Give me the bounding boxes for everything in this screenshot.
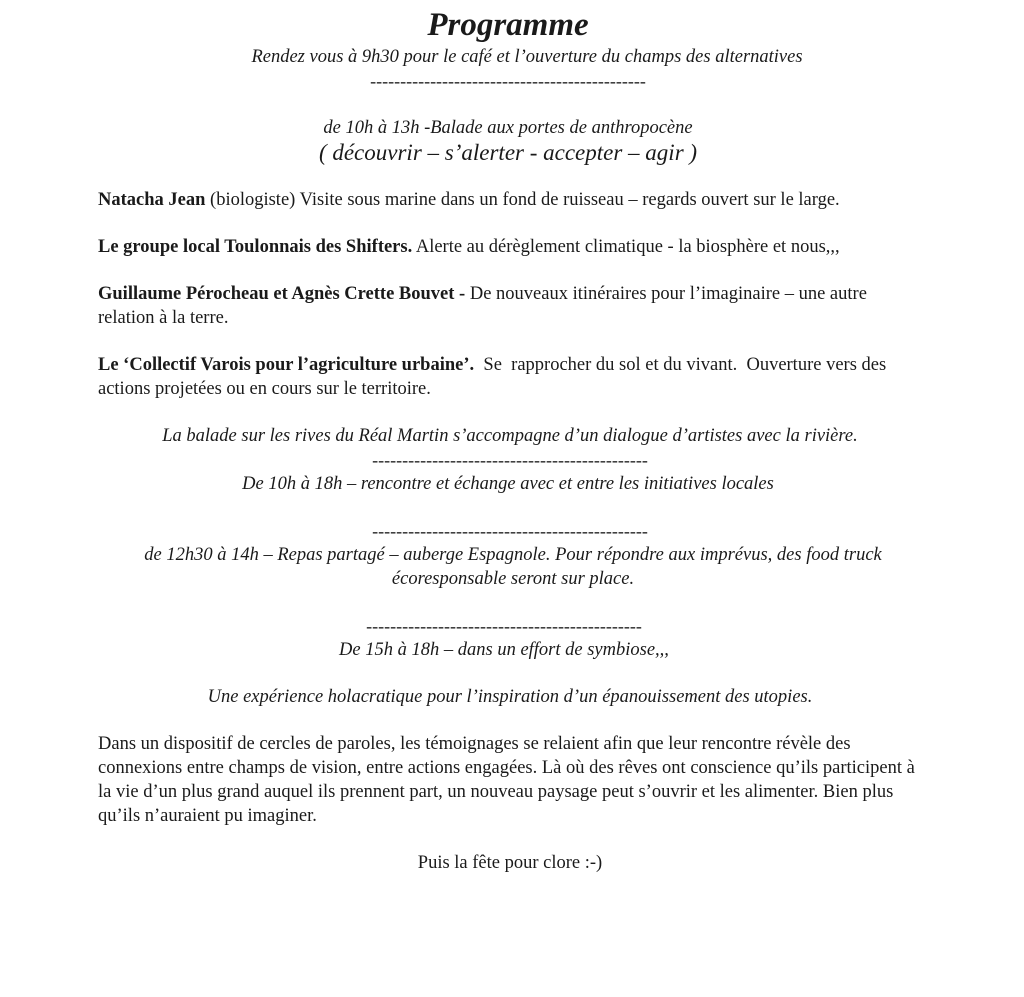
spacer	[98, 93, 928, 116]
speaker-item	[98, 235, 928, 259]
holacracy-line: Une expérience holacratique pour l’inspiration d’un épanouissement des utopies.	[207, 687, 813, 707]
spacer	[98, 591, 928, 614]
spacer	[98, 259, 928, 282]
speaker-name: Natacha Jean	[98, 190, 206, 210]
morning-heading: de 10h à 13h -Balade aux portes de anthropocène	[323, 118, 693, 138]
speaker-description: (biologiste) Visite sous marine dans un fond de ruisseau – regards ouvert sur le large.	[205, 190, 840, 210]
spacer	[98, 330, 928, 353]
lunch-line-2: écoresponsable seront sur place.	[391, 569, 635, 589]
all-day-exchange: De 10h à 18h – rencontre et échange avec et entre les initiatives locales	[242, 474, 774, 494]
spacer	[98, 496, 928, 519]
separator: ----------------------------------------------	[366, 616, 642, 636]
balade-note: La balade sur les rives du Réal Martin s’accompagne d’un dialogue d’artistes avec la rivière.	[162, 426, 858, 446]
page-title: Programme	[427, 7, 589, 43]
speaker-description: Se rapprocher du sol et du vivant. Ouverture vers des actions projetées ou en cours sur le territoire.	[98, 355, 891, 399]
speaker-description: Alerte au dérèglement climatique - la biosphère et nous,,,	[412, 237, 840, 257]
spacer	[98, 166, 928, 188]
separator: ----------------------------------------------	[372, 450, 648, 470]
speaker-item	[98, 188, 928, 212]
morning-motto: ( découvrir – s’alerter - accepter – agir )	[318, 140, 698, 165]
programme-document	[98, 0, 928, 875]
closing-line: Puis la fête pour clore :-)	[417, 853, 603, 873]
spacer	[98, 401, 928, 424]
speaker-item	[98, 353, 913, 401]
afternoon-heading: De 15h à 18h – dans un effort de symbiose,,,	[339, 640, 669, 660]
separator: ----------------------------------------------	[372, 521, 648, 541]
spacer	[98, 828, 928, 851]
speaker-description: De nouveaux itinéraires pour l’imaginaire – une autre relation à la terre.	[98, 284, 867, 328]
intro-line: Rendez vous à 9h30 pour le café et l’ouverture du champs des alternatives	[251, 47, 803, 67]
speaker-name: Le ‘Collectif Varois pour l’agriculture urbaine’.	[98, 355, 475, 375]
speaker-name: Le groupe local Toulonnais des Shifters.	[98, 237, 413, 257]
lunch-line-1: de 12h30 à 14h – Repas partagé – auberge Espagnole. Pour répondre aux imprévus, des food truck	[144, 545, 882, 565]
spacer	[98, 212, 928, 235]
separator: ----------------------------------------------	[370, 71, 646, 91]
speaker-item	[98, 282, 918, 330]
spacer	[98, 662, 928, 685]
speaker-name: Guillaume Pérocheau et Agnès Crette Bouvet -	[98, 284, 466, 304]
spacer	[98, 709, 928, 732]
description-paragraph: Dans un dispositif de cercles de paroles, les témoignages se relaient afin que leur rencontre révèle des connexions entre champs de vision, entre actions engagées. Là où des rêves ont conscience qu’ils participent à la vie d’un plus grand auquel ils prennent part, un nouveau paysage peut s’ouvrir et les alimenter. Bien plus qu’ils n’auraient pu imaginer.	[98, 734, 915, 826]
